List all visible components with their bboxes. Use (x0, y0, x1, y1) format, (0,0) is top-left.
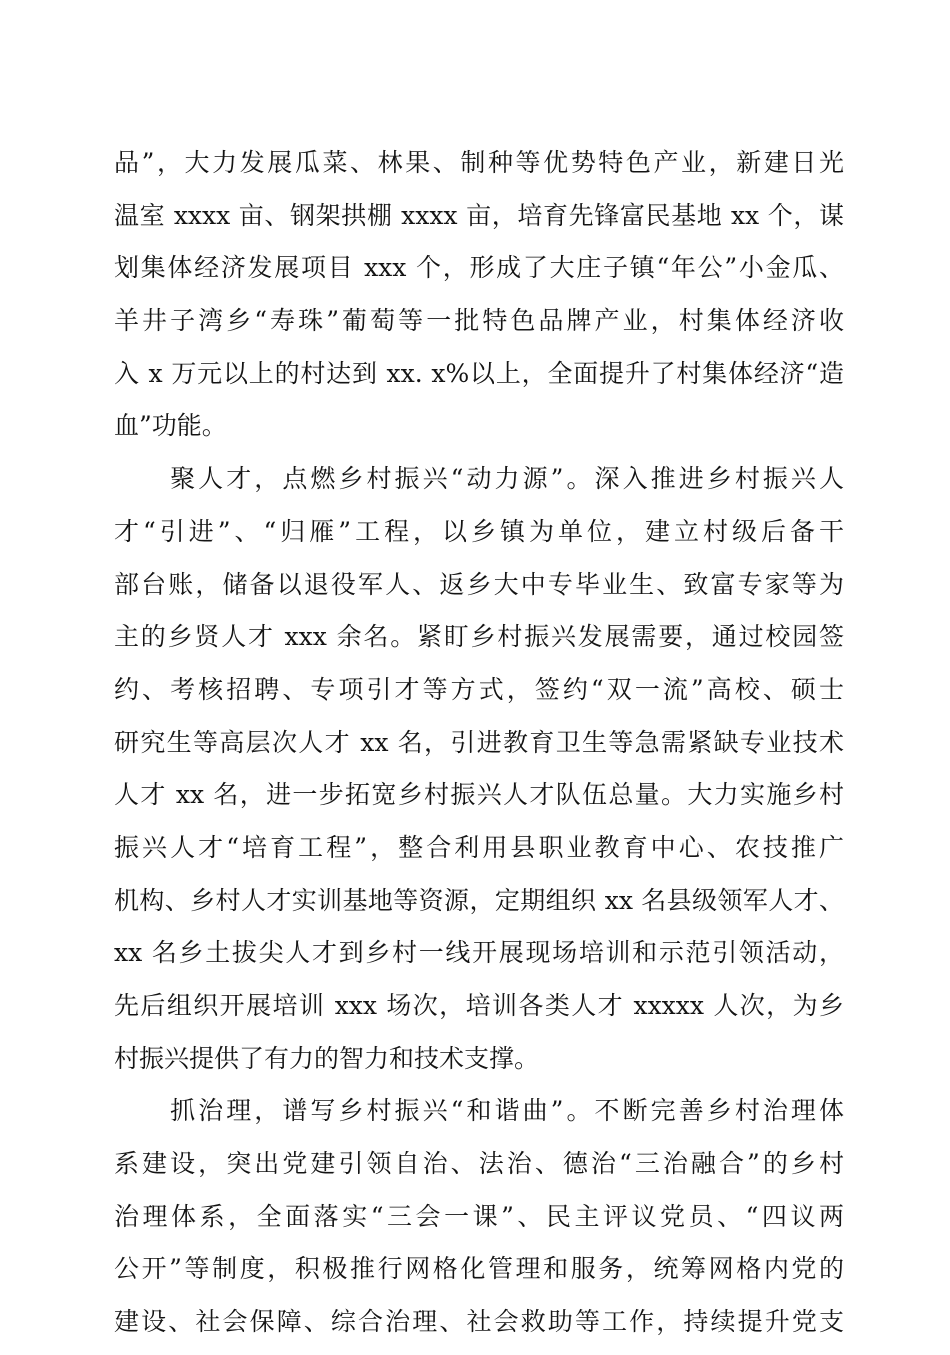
text-line: 抓治理，谱写乡村振兴“和谐曲”。不断完善乡村治理体 (114, 1096, 844, 1126)
text-line: 振兴人才“培育工程”，整合利用县职业教育中心、农技推广 (114, 832, 844, 862)
text-line: 血”功能。 (114, 411, 227, 441)
text-line: 温室 xxxx 亩、钢架拱棚 xxxx 亩，培育先锋富民基地 xx 个，谋 (114, 200, 844, 230)
text-line: 公开”等制度，积极推行网格化管理和服务，统筹网格内党的 (114, 1254, 844, 1284)
text-line: 村振兴提供了有力的智力和技术支撑。 (114, 1043, 540, 1073)
paragraph-governance (114, 1091, 844, 1354)
text-line: 治理体系，全面落实“三会一课”、民主评议党员、“四议两 (114, 1201, 844, 1231)
text-line: 研究生等高层次人才 xx 名，引进教育卫生等急需紧缺专业技术 (114, 727, 844, 757)
text-line: 入 x 万元以上的村达到 xx. x%以上，全面提升了村集体经济“造 (114, 358, 844, 388)
text-line: 建设、社会保障、综合治理、社会救助等工作，持续提升党支 (114, 1307, 844, 1337)
text-line: 品”，大力发展瓜菜、林果、制种等优势特色产业，新建日光 (114, 148, 844, 177)
text-line: 羊井子湾乡“寿珠”葡萄等一批特色品牌产业，村集体经济收 (114, 306, 844, 336)
text-line: 先后组织开展培训 xxx 场次，培训各类人才 xxxxx 人次，为乡 (114, 991, 844, 1020)
paragraph-talent (114, 459, 844, 1091)
text-line: 机构、乡村人才实训基地等资源，定期组织 xx 名县级领军人才、 (114, 885, 844, 915)
text-line: 聚人才，点燃乡村振兴“动力源”。深入推进乡村振兴人 (114, 464, 844, 494)
text-line: 约、考核招聘、专项引才等方式，签约“双一流”高校、硕士 (114, 674, 844, 704)
text-line: 才“引进”、“归雁”工程，以乡镇为单位，建立村级后备干 (114, 516, 844, 546)
text-line: 系建设，突出党建引领自治、法治、德治“三治融合”的乡村 (114, 1149, 844, 1179)
text-line: 主的乡贤人才 xxx 余名。紧盯乡村振兴发展需要，通过校园签 (114, 622, 844, 652)
document-body (114, 143, 844, 1355)
text-line: xx 名乡土拔尖人才到乡村一线开展现场培训和示范引领活动， (114, 938, 844, 968)
text-line: 划集体经济发展项目 xxx 个，形成了大庄子镇“年公”小金瓜、 (114, 253, 844, 283)
text-line: 人才 xx 名，进一步拓宽乡村振兴人才队伍总量。大力实施乡村 (114, 780, 844, 810)
text-line: 部台账，储备以退役军人、返乡大中专毕业生、致富专家等为 (114, 569, 844, 599)
paragraph-industry (114, 143, 844, 459)
